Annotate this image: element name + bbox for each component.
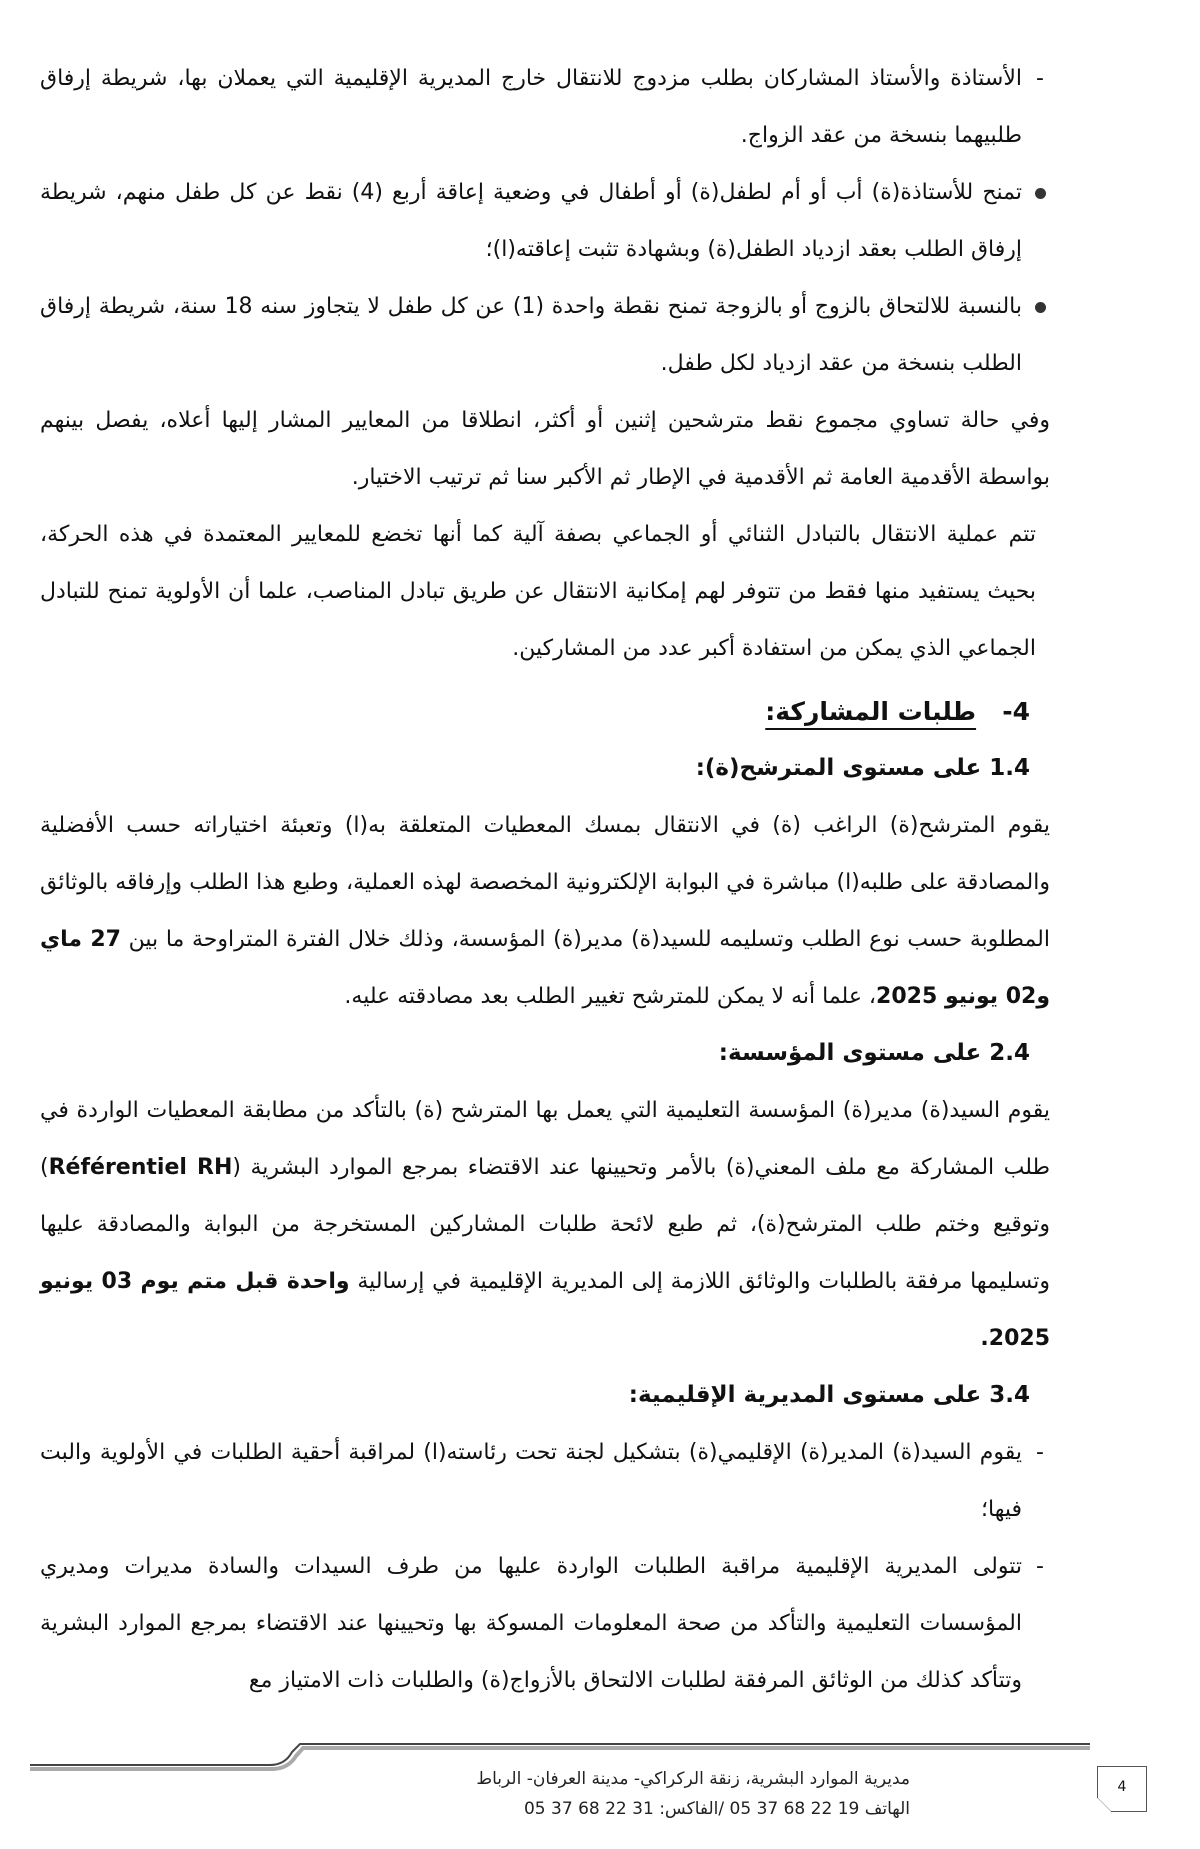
- paragraph-candidate: [40, 797, 1050, 1025]
- footer-contact: [476, 1764, 910, 1824]
- list-item-bullet: [40, 278, 1050, 392]
- deadline-dates: 27 ماي و02 يونيو 2025: [40, 927, 1050, 1009]
- footer-address: مديرية الموارد البشرية، زنقة الركراكي- مدينة العرفان- الرباط: [476, 1769, 910, 1789]
- subsection-heading-institution: 2.4 على مستوى المؤسسة:: [718, 1040, 1030, 1066]
- paragraph-text: يقوم المترشح(ة) الراغب (ة) في الانتقال بمسك المعطيات المتعلقة به(ا) وتعبئة اختياراته حسب الأفضلية والمصادقة على طلبه(ا) مباشرة في البوابة الإلكترونية المخصصة لهذه العملية، وطبع هذا الطلب وإرفاقه بالوثائق المطلوبة حسب نوع الطلب وتسليمه للسيد(ة) مدير(ة) المؤسسة، وذلك خلال الفترة المتراوحة ما بين: [40, 813, 1050, 952]
- page-number: 4: [1097, 1766, 1147, 1812]
- list-item-dash: [40, 1424, 1050, 1538]
- paragraph-text: .: [980, 1326, 989, 1351]
- section-title: طلبات المشاركة:: [765, 697, 977, 726]
- paragraph-text: يقوم السيد(ة) المدير(ة) الإقليمي(ة) بتشكيل لجنة تحت رئاسته(ا) لمراقبة أحقية الطلبات في الأولوية والبت فيها؛: [40, 1440, 1022, 1522]
- referentiel-label: Référentiel RH: [48, 1155, 233, 1180]
- bullet-icon: [1030, 164, 1050, 221]
- paragraph-text: يقوم السيد(ة) مدير(ة) المؤسسة التعليمية التي يعمل بها المترشح (ة) بالتأكد من مطابقة المعطيات الواردة في طلب المشاركة مع ملف المعني(ة) بالأمر وتحيينها عند الاقتضاء بمرجع الموارد البشرية (: [40, 1098, 1050, 1180]
- paragraph-text: تمنح للأستاذة(ة) أب أو أم لطفل(ة) أو أطفال في وضعية إعاقة أربع (4) نقط عن كل طفل منهم، شريطة إرفاق الطلب بعقد ازدياد الطفل(ة) وبشهادة تثبت إعاقته(ا)؛: [40, 180, 1023, 262]
- list-item-bullet: [40, 164, 1050, 278]
- page-footer: [0, 1740, 1200, 1849]
- paragraph-text: ، علما أنه لا يمكن للمترشح تغيير الطلب بعد مصادقته عليه.: [344, 984, 877, 1009]
- list-item-dash: [40, 1538, 1050, 1709]
- paragraph-institution: [40, 1082, 1050, 1367]
- dash-marker-icon: -: [1036, 1440, 1044, 1465]
- deadline-text: واحدة قبل متم يوم 03 يونيو 2025: [40, 1269, 1050, 1351]
- paragraph-text: تتولى المديرية الإقليمية مراقبة الطلبات الواردة عليها من طرف السيدات والسادة مديرات ومديري المؤسسات التعليمية والتأكد من صحة المعلومات المسوكة بها وتحيينها عند الاقتضاء بمرجع الموارد البشرية وتتأكد كذلك من الوثائق المرفقة لطلبات الالتحاق بالأزواج(ة) والطلبات ذات الامتياز مع: [40, 1554, 1022, 1693]
- subsection-heading-directorate: 3.4 على مستوى المديرية الإقليمية:: [628, 1382, 1030, 1408]
- paragraph-text: ) وتوقيع وختم طلب المترشح(ة)، ثم طبع لائحة طلبات المشاركين المستخرجة من البوابة والمصادقة عليها وتسليمها مرفقة بالطلبات والوثائق اللازمة إلى المديرية الإقليمية في إرسالية: [40, 1155, 1050, 1294]
- page-content: [40, 50, 1050, 1709]
- paragraph-tie-rule: وفي حالة تساوي مجموع نقط مترشحين إثنين أو أكثر، انطلاقا من المعايير المشار إليها أعلاه، يفصل بينهم بواسطة الأقدمية العامة ثم الأقدمية في الإطار ثم الأكبر سنا ثم ترتيب الاختيار.: [40, 408, 1050, 490]
- dash-marker-icon: -: [1036, 1554, 1044, 1579]
- subsection-heading-candidate: 1.4 على مستوى المترشح(ة):: [695, 755, 1030, 781]
- footer-phone: الهاتف 19 22 68 37 05 /الفاكس: 31 22 68 37 05: [523, 1799, 910, 1819]
- section-heading: [40, 683, 1050, 740]
- paragraph-exchange-rule: تتم عملية الانتقال بالتبادل الثنائي أو الجماعي بصفة آلية كما أنها تخضع للمعايير المعتمدة في هذه الحركة، بحيث يستفيد منها فقط من تتوفر لهم إمكانية الانتقال عن طريق تبادل المناصب، علما أن الأولوية تمنح للتبادل الجماعي الذي يمكن من استفادة أكبر عدد من المشاركين.: [40, 522, 1036, 661]
- paragraph-text: بالنسبة للالتحاق بالزوج أو بالزوجة تمنح نقطة واحدة (1) عن كل طفل لا يتجاوز سنه 18 سنة، شريطة إرفاق الطلب بنسخة من عقد ازدياد لكل طفل.: [40, 294, 1022, 376]
- paragraph-text: الأستاذة والأستاذ المشاركان بطلب مزدوج للانتقال خارج المديرية الإقليمية التي يعملان بها، شريطة إرفاق طلبيهما بنسخة من عقد الزواج.: [40, 66, 1022, 148]
- bullet-icon: [1030, 278, 1050, 335]
- list-item-dash: [40, 50, 1050, 164]
- section-number: 4-: [1002, 697, 1030, 726]
- dash-marker-icon: -: [1036, 66, 1044, 91]
